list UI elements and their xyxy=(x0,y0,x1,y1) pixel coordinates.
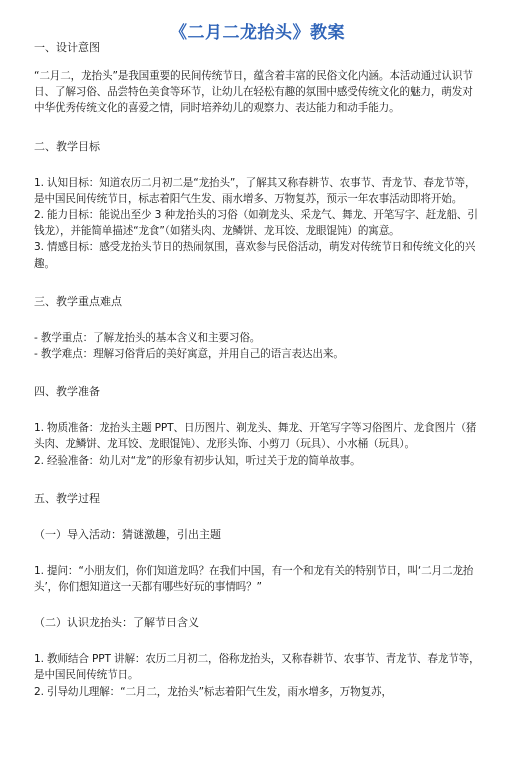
goal-item: 1. 认知目标：知道农历二月初二是“龙抬头”，了解其又称春耕节、农事节、青龙节、春龙节等，是中国民间传统节日，标志着阳气生发、雨水增多、万物复苏，预示一年农事活动即将开始。 xyxy=(34,176,476,205)
design-intent-paragraph: “二月二，龙抬头”是我国重要的民间传统节日，蕴含着丰富的民俗文化内涵。本活动通过认识节日、了解习俗、品尝特色美食等环节，让幼儿在轻松有趣的氛围中感受传统文化的魅力，萌发对中华优秀传统文化的喜爱之情，同时培养幼儿的观察力、表达能力和动手能力。 xyxy=(34,70,473,115)
subsection-heading-meaning: （二）认识龙抬头：了解节日含义 xyxy=(34,616,199,630)
goal-item: 3. 情感目标：感受龙抬头节日的热闹氛围，喜欢参与民俗活动，萌发对传统节日和传统文化的兴趣。 xyxy=(34,241,476,270)
preparation-item: 2. 经验准备：幼儿对“龙”的形象有初步认知，听过关于龙的简单故事。 xyxy=(34,454,361,467)
preparation-item: 1. 物质准备：龙抬头主题 PPT、日历图片、剃龙头、舞龙、开笔写字等习俗图片、龙食图片（猪头肉、龙鳞饼、龙耳饺、龙眼馄饨）、龙形头饰、小剪刀（玩具）、小水桶（玩具）。 xyxy=(34,422,477,451)
section-heading-key-points: 三、教学重点难点 xyxy=(34,294,122,308)
section-heading-preparation: 四、教学准备 xyxy=(34,385,100,399)
section-heading-goals: 二、教学目标 xyxy=(34,139,100,153)
process-item: 1. 教师结合 PPT 讲解：农历二月初二，俗称龙抬头，又称春耕节、农事节、青龙节、春龙节等，是中国民间传统节日。 xyxy=(34,653,480,682)
goal-item: 2. 能力目标：能说出至少 3 种龙抬头的习俗（如剃龙头、采龙气、舞龙、开笔写字、赶龙船、引钱龙），并能简单描述“龙食”（如猪头肉、龙鳞饼、龙耳饺、龙眼馄饨）的寓意。 xyxy=(34,209,478,238)
key-point-item: - 教学难点：理解习俗背后的美好寓意，并用自己的语言表达出来。 xyxy=(34,348,344,361)
process-item: 1. 提问：“小朋友们，你们知道龙吗？在我们中国，有一个和龙有关的特别节日，叫‘二月二龙抬头’，你们想知道这一天都有哪些好玩的事情吗？” xyxy=(34,564,474,594)
document-title: 《二月二龙抬头》教案 xyxy=(170,23,345,43)
subsection-heading-intro: （一）导入活动：猜谜激趣，引出主题 xyxy=(34,527,221,541)
key-point-item: - 教学重点：了解龙抬头的基本含义和主要习俗。 xyxy=(34,331,261,344)
process-item: 2. 引导幼儿理解：“二月二，龙抬头”标志着阳气生发，雨水增多，万物复苏， xyxy=(34,685,392,698)
section-heading-process: 五、教学过程 xyxy=(34,491,100,505)
section-heading-design-intent: 一、设计意图 xyxy=(34,41,100,54)
